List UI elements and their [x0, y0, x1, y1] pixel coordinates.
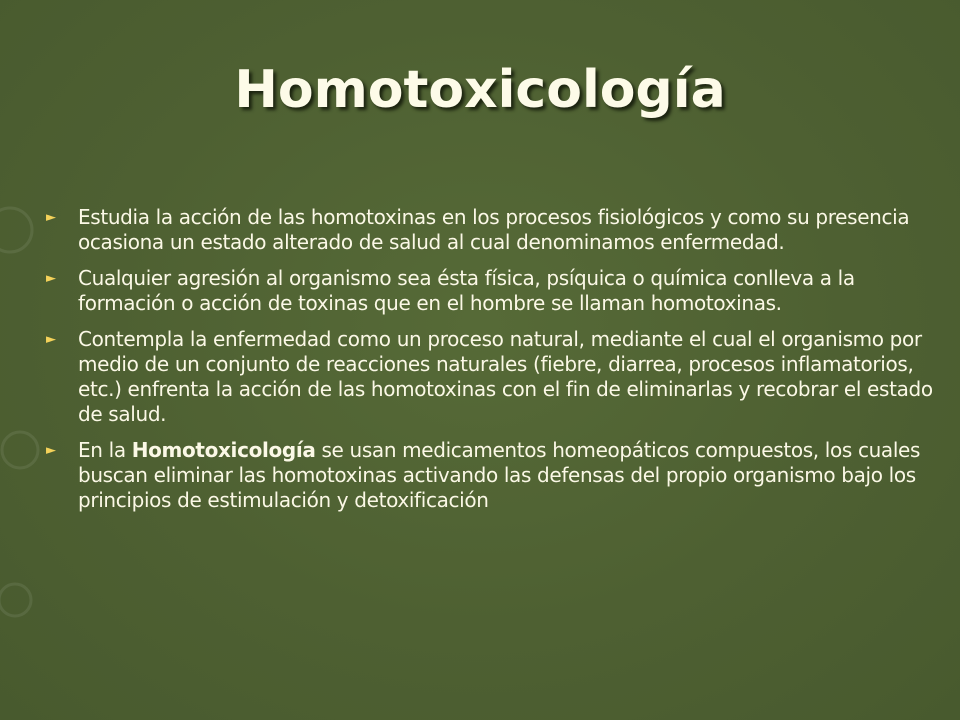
bullet-item: [44, 205, 934, 255]
bullet-arrow-icon: ►: [46, 210, 56, 225]
bullet-item: [44, 327, 934, 427]
bullet-item: [44, 438, 934, 513]
bullet-text: Estudia la acción de las homotoxinas en los procesos fisiológicos y como su presencia ocasiona un estado alterado de salud al cual denominamos enfermedad.: [78, 205, 910, 254]
bullet-text-prefix: En la: [78, 438, 132, 462]
bullet-list: [44, 205, 934, 524]
bullet-item: [44, 266, 934, 316]
bullet-arrow-icon: ►: [46, 271, 56, 286]
slide-title: Homotoxicología: [234, 60, 726, 120]
bullet-text-suffix: se usan medicamentos homeopáticos compuestos, los cuales buscan eliminar las homotoxinas activando las defensas del propio organismo bajo los principios de estimulación y detoxificación: [78, 438, 921, 512]
bullet-arrow-icon: ►: [46, 332, 56, 347]
bullet-text: Contempla la enfermedad como un proceso natural, mediante el cual el organismo por medio de un conjunto de reacciones naturales (fiebre, diarrea, procesos inflamatorios, etc.) enfrenta la acción de las homotoxinas con el fin de eliminarlas y recobrar el estado de salud.: [78, 327, 933, 426]
bullet-arrow-icon: ►: [46, 443, 56, 458]
bullet-text-bold-term: Homotoxicología: [131, 438, 316, 462]
bullet-text: Cualquier agresión al organismo sea ésta física, psíquica o química conlleva a la formación o acción de toxinas que en el hombre se llaman homotoxinas.: [78, 266, 855, 315]
